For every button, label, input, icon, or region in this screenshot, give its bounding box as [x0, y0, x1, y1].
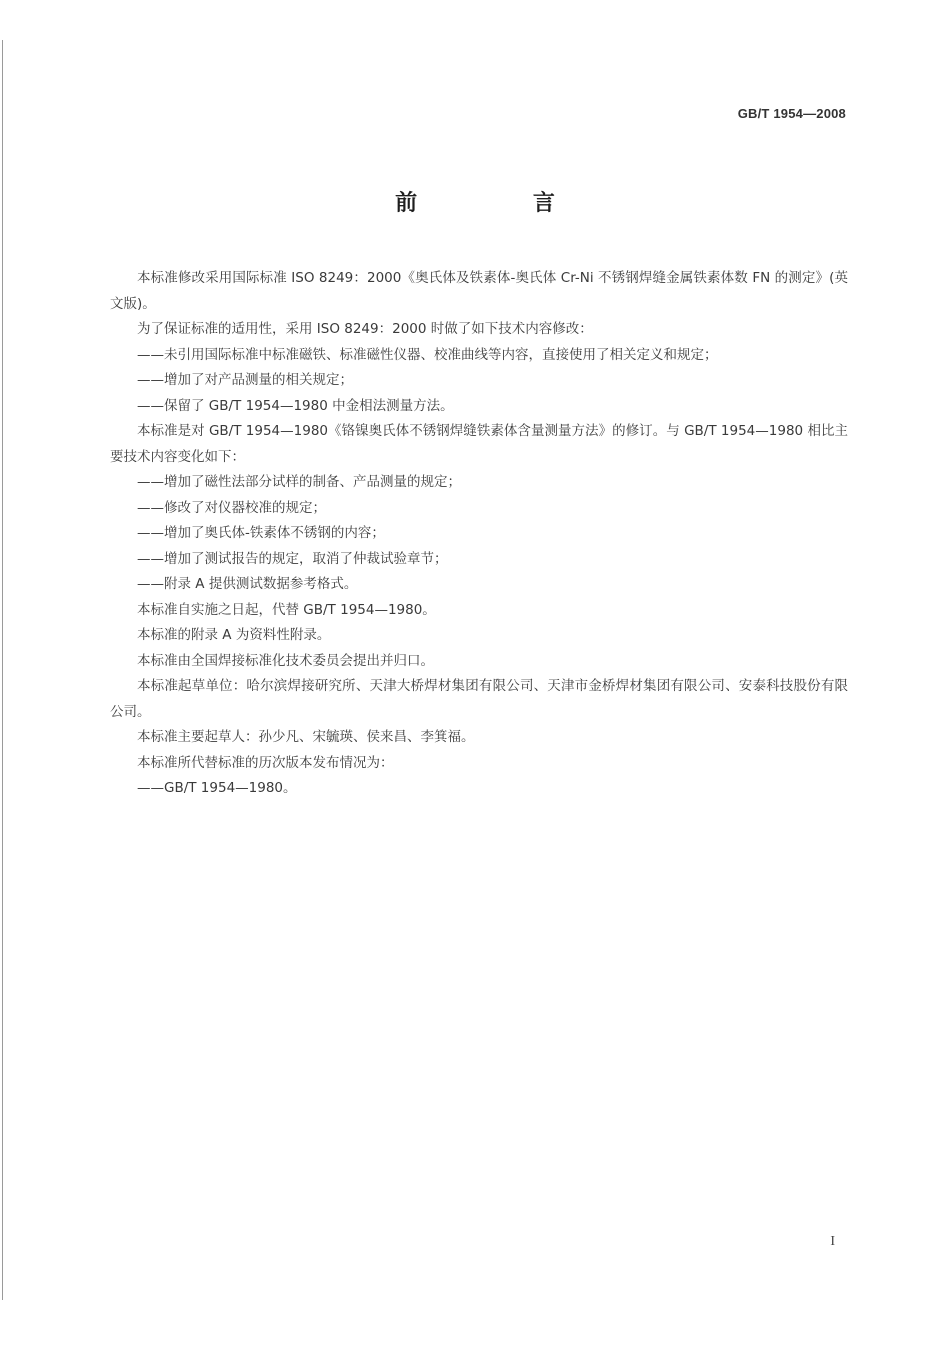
list-item: ——GB/T 1954—1980。: [137, 780, 297, 796]
foreword-body: [110, 266, 848, 802]
list-item: ——增加了磁性法部分试样的制备、产品测量的规定；: [137, 474, 461, 490]
paragraph: 本标准起草单位：哈尔滨焊接研究所、天津大桥焊材集团有限公司、天津市金桥焊材集团有限公司、安泰科技股份有限公司。: [110, 678, 848, 720]
paragraph: 本标准自实施之日起，代替 GB/T 1954—1980。: [137, 601, 436, 618]
list-item: ——增加了测试报告的规定，取消了仲裁试验章节；: [137, 550, 448, 567]
paragraph: 本标准的附录 A 为资料性附录。: [137, 627, 331, 643]
list-item: ——未引用国际标准中标准磁铁、标准磁性仪器、校准曲线等内容，直接使用了相关定义和规定；: [137, 346, 718, 363]
paragraph: 本标准是对 GB/T 1954—1980《铬镍奥氏体不锈钢焊缝铁素体含量测量方法》的修订。与 GB/T 1954—1980 相比主要技术内容变化如下：: [110, 423, 848, 465]
paragraph: 本标准由全国焊接标准化技术委员会提出并归口。: [137, 652, 434, 669]
list-item: ——附录 A 提供测试数据参考格式。: [137, 576, 358, 592]
list-item: ——保留了 GB/T 1954—1980 中金相法测量方法。: [137, 397, 454, 414]
list-item: ——增加了对产品测量的相关规定；: [137, 372, 353, 388]
list-item: ——增加了奥氏体-铁素体不锈钢的内容；: [137, 525, 385, 541]
paragraph: 本标准修改采用国际标准 ISO 8249：2000《奥氏体及铁素体-奥氏体 Cr-Ni 不锈钢焊缝金属铁素体数 FN 的测定》(英文版)。: [110, 270, 848, 312]
paragraph: 为了保证标准的适用性，采用 ISO 8249：2000 时做了如下技术内容修改：: [137, 321, 593, 337]
scan-edge-line: [2, 40, 3, 1300]
list-item: ——修改了对仪器校准的规定；: [137, 499, 326, 516]
page-number: I: [830, 1234, 835, 1249]
paragraph: 本标准主要起草人：孙少凡、宋毓瑛、侯来昌、李箕福。: [137, 729, 475, 745]
standard-code: GB/T 1954—2008: [737, 106, 846, 121]
paragraph: 本标准所代替标准的历次版本发布情况为：: [137, 754, 394, 771]
page-title: 前 言: [395, 191, 609, 216]
